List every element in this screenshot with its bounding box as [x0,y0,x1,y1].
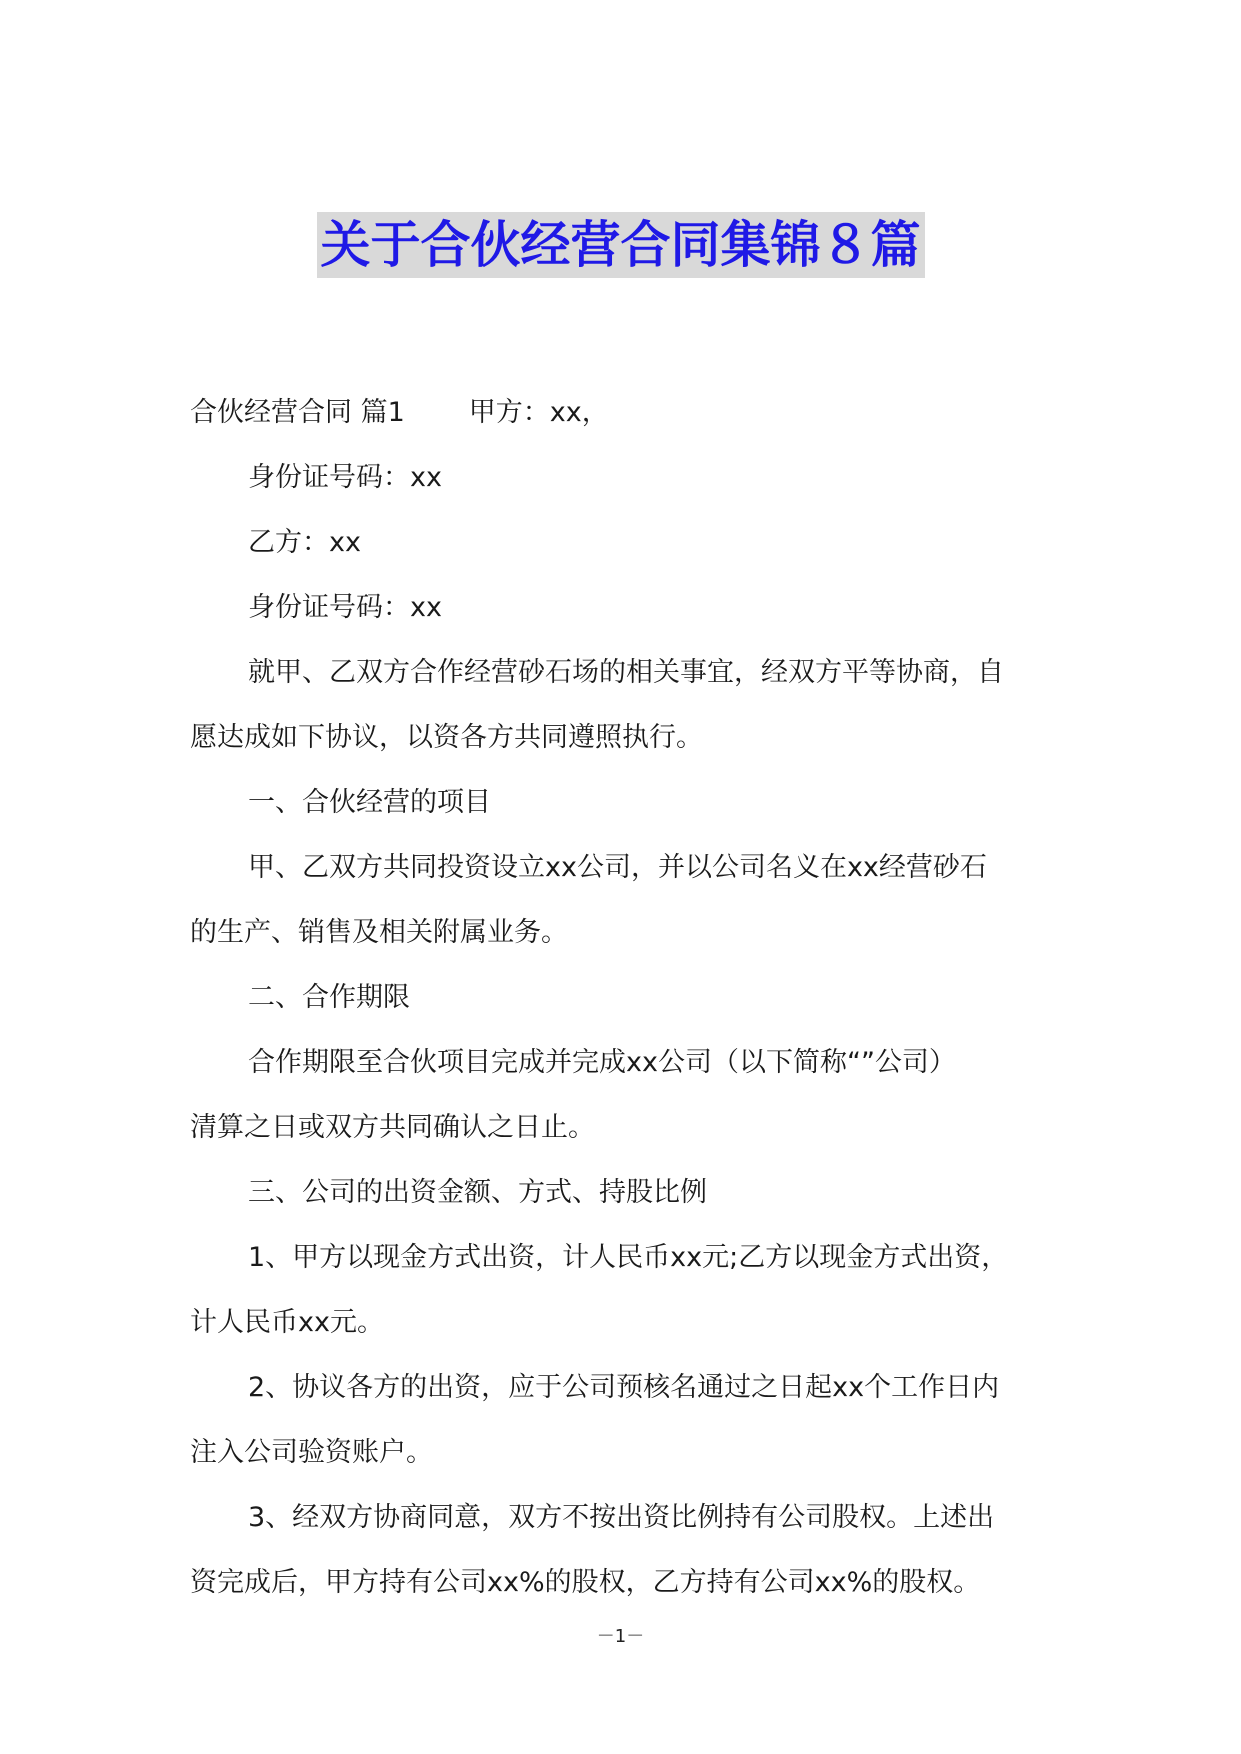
section-heading: 一、合伙经营的项目 [248,787,491,818]
contract-heading: 合伙经营合同 篇1 [190,397,405,428]
paragraph-line: 合作期限至合伙项目完成并完成xx公司（以下简称“”公司） [248,1047,956,1078]
document-body [190,380,1060,1615]
paragraph-line [190,380,1060,445]
paragraph-line: 甲、乙双方共同投资设立xx公司，并以公司名义在xx经营砂石 [248,852,987,883]
paragraph-line: 清算之日或双方共同确认之日止。 [190,1112,595,1143]
paragraph-line: 的生产、销售及相关附属业务。 [190,917,568,948]
section-heading: 二、合作期限 [248,982,410,1013]
paragraph-line: 3、经双方协商同意，双方不按出资比例持有公司股权。上述出 [248,1502,995,1533]
paragraph-line: 乙方：xx [248,527,361,558]
section-heading: 三、公司的出资金额、方式、持股比例 [248,1177,707,1208]
paragraph-line: 身份证号码：xx [248,592,442,623]
paragraph-line: 1、甲方以现金方式出资，计人民币xx元;乙方以现金方式出资， [248,1242,1009,1273]
paragraph-line: 计人民币xx元。 [190,1307,384,1338]
party-a-label: 甲方：xx， [468,397,609,428]
paragraph-line: 注入公司验资账户。 [190,1437,433,1468]
title-container [0,212,1241,278]
document-title: 关于合伙经营合同集锦８篇 [317,212,925,278]
paragraph-line: 资完成后，甲方持有公司xx%的股权，乙方持有公司xx%的股权。 [190,1567,981,1598]
paragraph-line: 愿达成如下协议，以资各方共同遵照执行。 [190,722,703,753]
paragraph-line: 身份证号码：xx [248,462,442,493]
paragraph-line: 就甲、乙双方合作经营砂石场的相关事宜，经双方平等协商，自 [248,657,1004,688]
page-number: －1－ [596,1626,645,1647]
paragraph-line: 2、协议各方的出资，应于公司预核名通过之日起xx个工作日内 [248,1372,1000,1403]
